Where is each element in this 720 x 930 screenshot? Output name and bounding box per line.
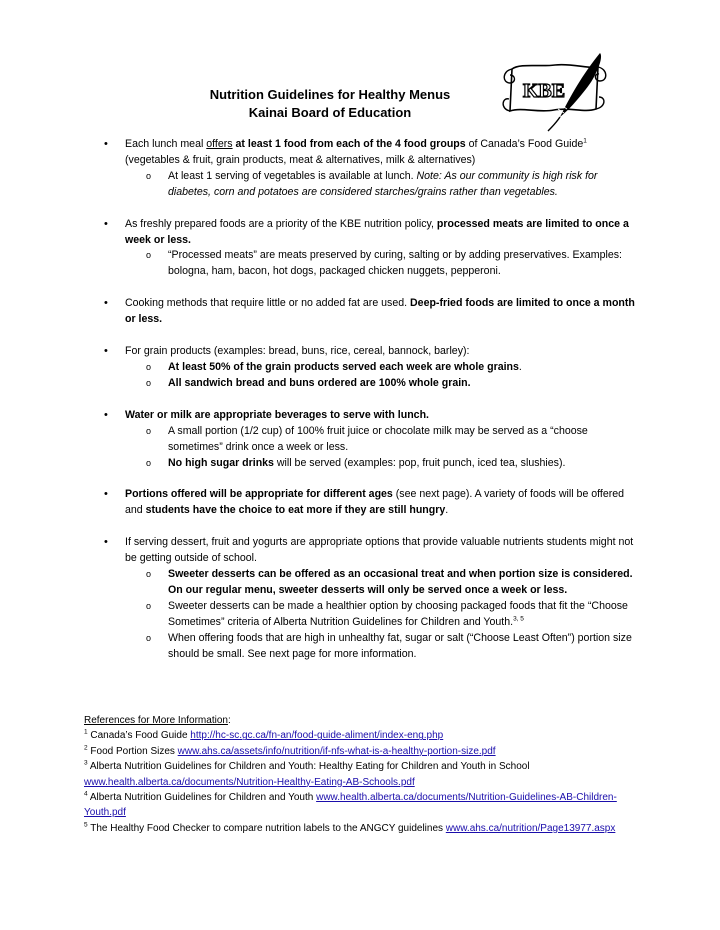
- guideline-text: If serving dessert, fruit and yogurts are appropriate options that provide valuable nutrients students might not be getting outside of school.: [125, 536, 634, 565]
- guideline-item: [0, 408, 720, 424]
- subitem-text: Sweeter desserts can be made a healthier option by choosing packaged foods that fit the “Choose Sometimes” criteria of Alberta Nutrition Guidelines for Children and Youth.: [168, 599, 628, 628]
- reference-text: The Healthy Food Checker to compare nutrition labels to the ANGCY guidelines: [87, 822, 446, 834]
- subitem-text: “Processed meats” are meats preserved by curing, salting or by adding preservatives. Examples: bologna, ham, bacon, hot dogs, packaged chicken nuggets, pepperoni.: [168, 249, 622, 278]
- footnote-number: 3: [84, 759, 88, 767]
- sub-bullet-symbol: o: [146, 457, 152, 468]
- subitem-text-bold: All sandwich bread and buns ordered are 100% whole grain.: [168, 376, 471, 389]
- footnote-number: 4: [84, 790, 88, 798]
- guideline-subitem: [0, 424, 720, 456]
- subitem-text-italic: Note: As our community is high risk for diabetes, corn and potatoes are considered starches/grains rather than vegetables.: [168, 169, 598, 198]
- subitem-text-bold: Sweeter desserts can be offered as an occasional treat and when portion size is considered. On our regular menu, sweeter desserts will only be served once a week or less.: [168, 568, 633, 596]
- references-heading: [84, 713, 644, 728]
- reference-link[interactable]: www.health.alberta.ca/documents/Nutrition-Healthy-Eating-AB-Schools.pdf: [84, 776, 415, 788]
- sub-bullet-symbol: o: [146, 377, 152, 388]
- sub-bullet-symbol: o: [146, 170, 152, 181]
- sub-bullet-symbol: o: [146, 361, 152, 372]
- subitem-text: will be served (examples: pop, fruit punch, iced tea, slushies).: [273, 456, 566, 469]
- bullet-symbol: •: [104, 488, 108, 501]
- guideline-text-underlined: offers: [206, 138, 233, 150]
- reference-text: Alberta Nutrition Guidelines for Children and Youth: Healthy Eating for Children and Youth in School: [87, 761, 530, 773]
- guideline-text: of Canada’s Food Guide: [465, 138, 584, 150]
- guideline-text: As freshly prepared foods are a priority of the KBE nutrition policy,: [125, 217, 437, 230]
- guideline-subitem: [0, 599, 720, 631]
- title-line-1: Nutrition Guidelines for Healthy Menus: [209, 87, 451, 102]
- subitem-text-bold: At least 50% of the grain products served each week are whole grains: [168, 360, 519, 373]
- guideline-text: (vegetables & fruit, grain products, meat & alternatives, milk & alternatives): [125, 153, 476, 166]
- reference-text: Food Portion Sizes: [87, 745, 178, 757]
- reference-link[interactable]: www.ahs.ca/nutrition/Page13977.aspx: [445, 822, 616, 834]
- guideline-text: (see next page). A variety of foods will be offered and: [125, 488, 625, 517]
- subitem-text: .: [518, 360, 522, 373]
- bullet-symbol: •: [104, 345, 108, 358]
- kbe-scroll-feather-logo: [500, 47, 610, 132]
- reference-item: [84, 728, 644, 743]
- reference-link[interactable]: www.health.alberta.ca/documents/Nutrition-Guidelines-AB-Children-Youth.pdf: [84, 792, 617, 819]
- footnote-number: 1: [84, 729, 88, 737]
- guideline-text-bold: Portions offered will be appropriate for different ages: [125, 488, 393, 501]
- sub-bullet-symbol: o: [146, 569, 152, 580]
- guideline-subitem: [0, 169, 720, 201]
- guideline-subitem: [0, 456, 720, 472]
- footnote-number: 2: [84, 744, 88, 752]
- sub-bullet-symbol: o: [146, 250, 152, 261]
- guideline-subitem: [0, 248, 720, 280]
- bullet-symbol: •: [104, 217, 108, 230]
- guideline-item: [0, 217, 720, 249]
- guideline-item: [0, 535, 720, 567]
- bullet-symbol: •: [104, 297, 108, 310]
- references-heading-text: References for More Information: [84, 715, 228, 726]
- reference-link[interactable]: www.ahs.ca/assets/info/nutrition/if-nfs-what-is-a-healthy-portion-size.pdf: [177, 745, 496, 757]
- subitem-text-bold: No high sugar drinks: [168, 456, 274, 469]
- reference-link[interactable]: http://hc-sc.gc.ca/fn-an/food-guide-aliment/index-eng.php: [190, 730, 444, 742]
- reference-text: Alberta Nutrition Guidelines for Children and Youth: [87, 792, 317, 804]
- subitem-text: When offering foods that are high in unhealthy fat, sugar or salt (“Choose Least Often”) portion size should be small. See next page for more information.: [168, 631, 632, 660]
- subitem-text: A small portion (1/2 cup) of 100% fruit juice or chocolate milk may be served as a “choose sometimes” drink once a week or less.: [168, 424, 588, 453]
- footnote-marker: 3, 5: [513, 615, 524, 623]
- guideline-text: Cooking methods that require little or no added fat are used.: [125, 297, 411, 310]
- references-heading-colon: :: [227, 715, 231, 726]
- page-title: [150, 86, 510, 122]
- guideline-text-bold: Deep-fried foods are limited to once a month or less.: [125, 297, 635, 326]
- reference-item: [84, 821, 644, 836]
- guideline-text-bold: Water or milk are appropriate beverages to serve with lunch.: [125, 408, 429, 421]
- title-line-2: Kainai Board of Education: [248, 105, 412, 120]
- footnote-number: 5: [84, 821, 88, 829]
- guideline-text: Each lunch meal: [125, 138, 207, 150]
- sub-bullet-symbol: o: [146, 600, 152, 611]
- guideline-subitem: [0, 631, 720, 663]
- reference-item: [84, 744, 644, 759]
- guideline-text-bold: students have the choice to eat more if they are still hungry: [145, 504, 446, 517]
- sub-bullet-symbol: o: [146, 632, 152, 643]
- references-section: [84, 713, 644, 836]
- guideline-item: [0, 487, 720, 519]
- guidelines-list: [0, 137, 720, 662]
- guideline-item: [0, 296, 720, 328]
- guideline-subitem: [0, 376, 720, 392]
- bullet-symbol: •: [104, 408, 108, 421]
- guideline-text-bold: processed meats are limited to once a week or less.: [125, 217, 629, 246]
- guideline-subitem: [0, 567, 720, 599]
- guideline-item: [0, 344, 720, 360]
- bullet-symbol: •: [104, 536, 108, 549]
- sub-bullet-symbol: o: [146, 425, 152, 436]
- footnote-marker: 1: [583, 137, 587, 145]
- guideline-item: [0, 137, 720, 169]
- logo-text: KBE: [522, 80, 566, 102]
- subitem-text: At least 1 serving of vegetables is available at lunch.: [168, 169, 417, 182]
- guideline-text: For grain products (examples: bread, buns, rice, cereal, bannock, barley):: [125, 345, 470, 358]
- guideline-text-bold: at least 1 food from each of the 4 food groups: [235, 138, 466, 150]
- bullet-symbol: •: [104, 138, 108, 150]
- reference-text: Canada’s Food Guide: [87, 730, 191, 742]
- guideline-text: .: [445, 504, 449, 517]
- reference-item: [84, 790, 644, 821]
- guideline-subitem: [0, 360, 720, 376]
- reference-item: [84, 759, 644, 790]
